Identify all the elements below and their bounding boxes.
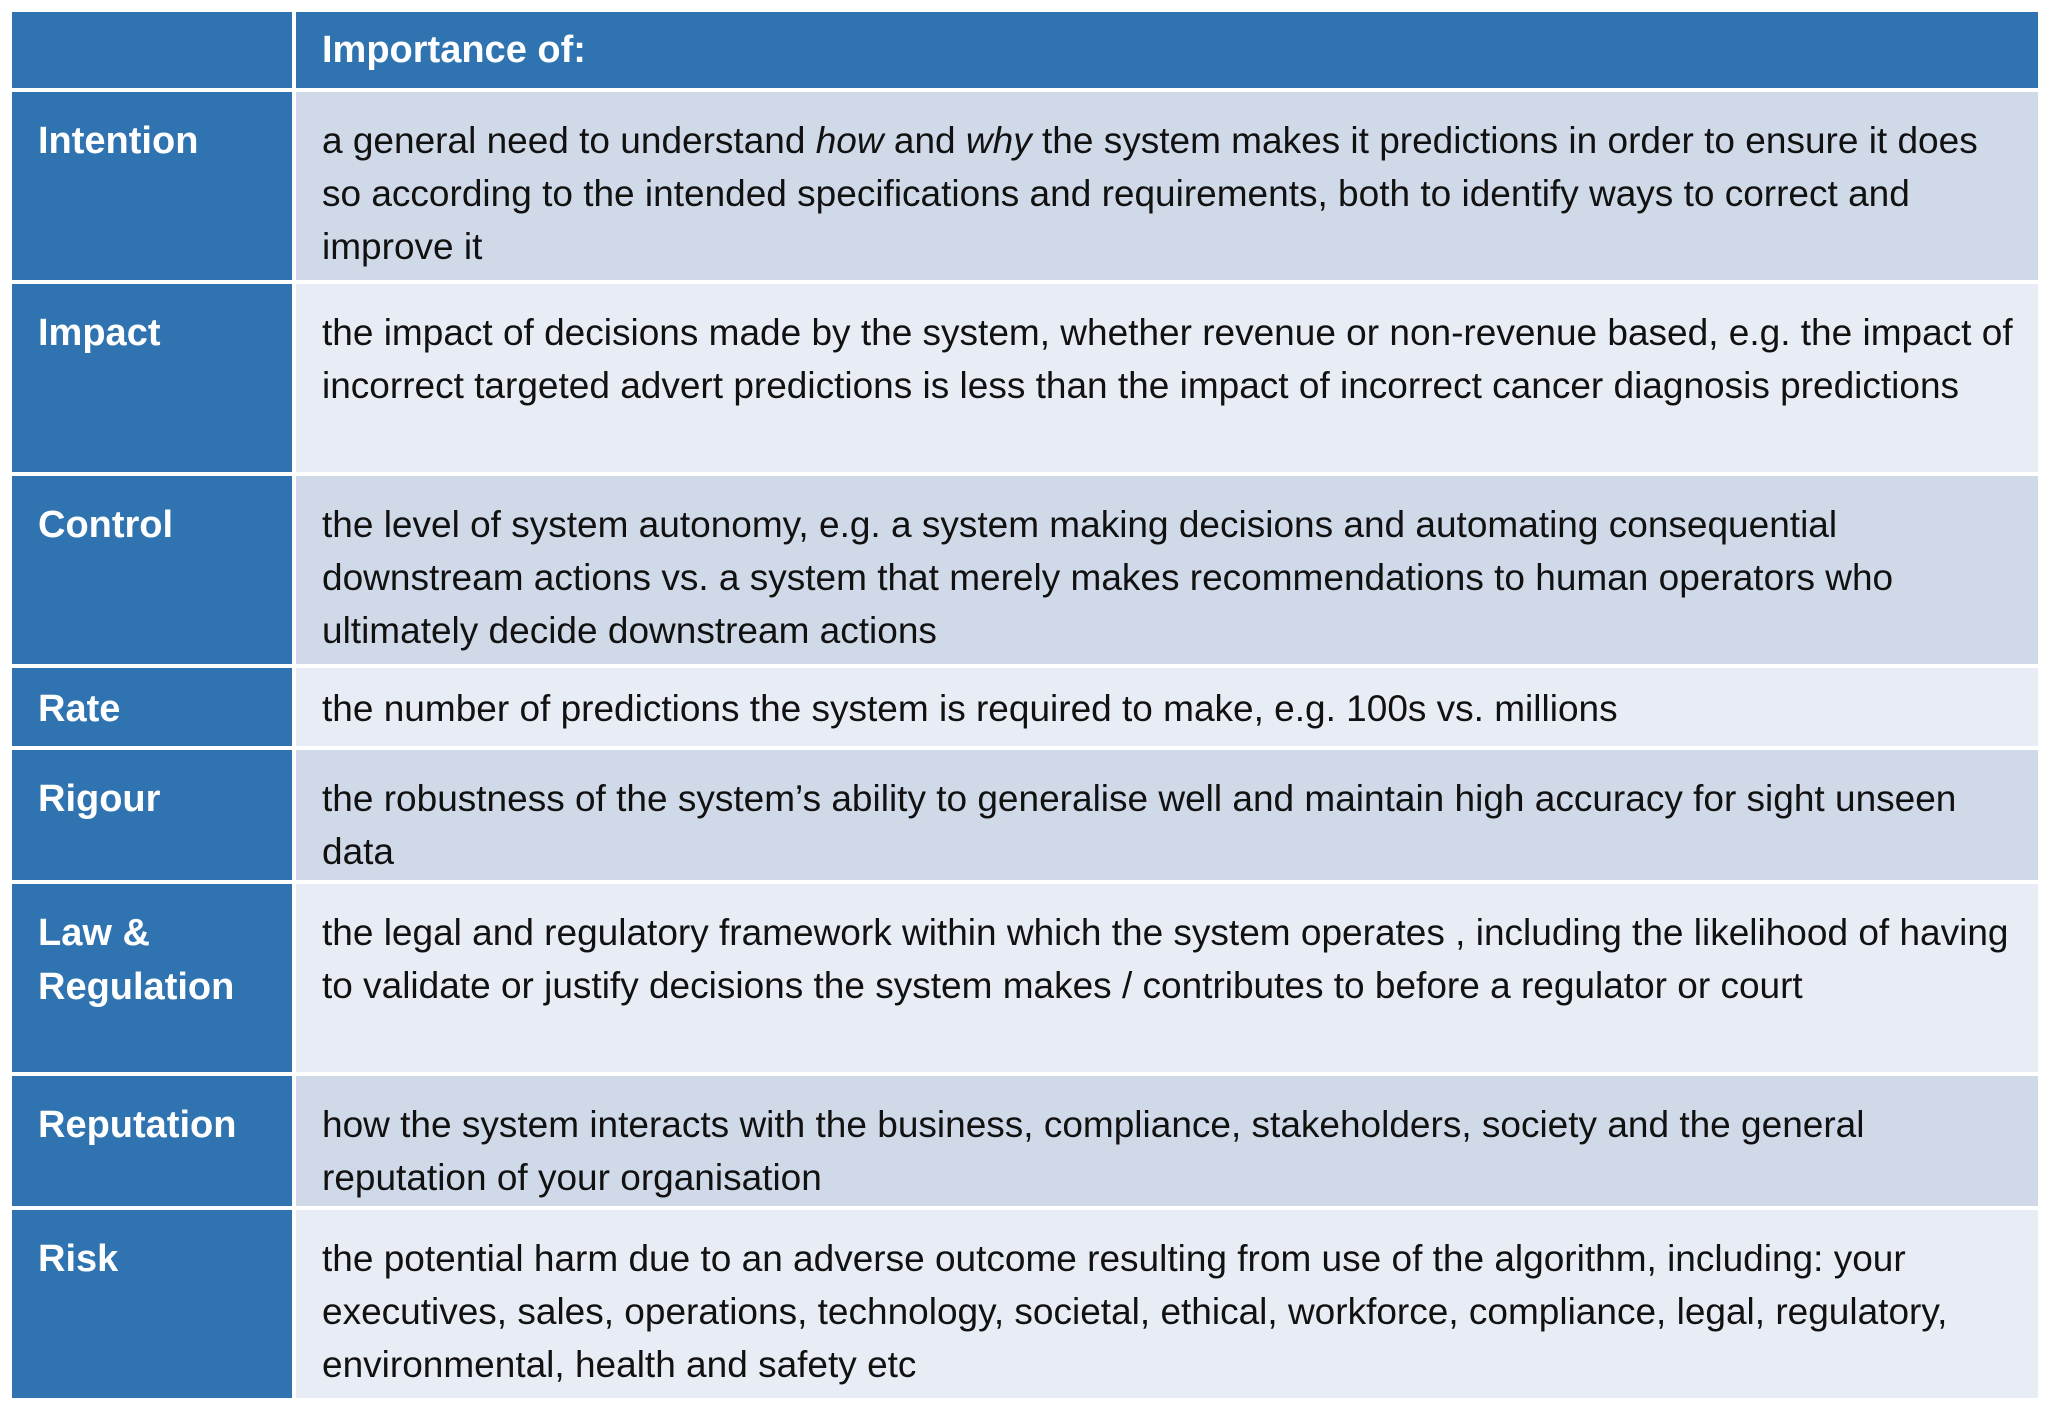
row-desc-impact: the impact of decisions made by the system, whether revenue or non-revenue based, e.g. the impact of incorrect targeted advert predictions is less than the impact of incorrect cancer diagnosis predictions: [296, 284, 2038, 472]
table-row: [12, 92, 2038, 280]
row-desc-law-regulation: the legal and regulatory framework within which the system operates , including the likelihood of having to validate or justify decisions the system makes / contributes to before a regulator or court: [296, 884, 2038, 1072]
table-row: [12, 750, 2038, 880]
row-label-impact: Impact: [12, 284, 292, 472]
row-label-rate: Rate: [12, 668, 292, 746]
table-row: [12, 284, 2038, 472]
row-label-rigour: Rigour: [12, 750, 292, 880]
desc-emphasis-how: how: [815, 120, 884, 161]
row-desc-control: the level of system autonomy, e.g. a system making decisions and automating consequential downstream actions vs. a system that merely makes recommendations to human operators who ultimately decide downstream actions: [296, 476, 2038, 664]
importance-table-container: [8, 8, 2042, 1396]
desc-text: the system makes it predictions in order to ensure it does so according to the intended specifications and requirements, both to identify ways to correct and improve it: [322, 120, 1978, 267]
row-desc-risk: the potential harm due to an adverse outcome resulting from use of the algorithm, including: your executives, sales, operations, technology, societal, ethical, workforce, compliance, legal, regulatory, environmental, health and safety etc: [296, 1210, 2038, 1398]
importance-table: [8, 8, 2042, 1402]
row-label-reputation: Reputation: [12, 1076, 292, 1206]
header-title: Importance of:: [296, 12, 2038, 88]
row-label-control: Control: [12, 476, 292, 664]
table-row: [12, 476, 2038, 664]
row-desc-intention: [296, 92, 2038, 280]
desc-emphasis-why: why: [965, 120, 1032, 161]
row-label-risk: Risk: [12, 1210, 292, 1398]
desc-text: and: [883, 120, 966, 161]
table-row: [12, 668, 2038, 746]
row-desc-rate: the number of predictions the system is required to make, e.g. 100s vs. millions: [296, 668, 2038, 746]
row-desc-rigour: the robustness of the system’s ability to generalise well and maintain high accuracy for sight unseen data: [296, 750, 2038, 880]
row-desc-reputation: how the system interacts with the business, compliance, stakeholders, society and the general reputation of your organisation: [296, 1076, 2038, 1206]
table-header-row: [12, 12, 2038, 88]
table-row: [12, 1210, 2038, 1398]
table-row: [12, 884, 2038, 1072]
header-corner-cell: [12, 12, 292, 88]
desc-text: a general need to understand: [322, 120, 816, 161]
row-label-law-regulation: Law & Regulation: [12, 884, 292, 1072]
row-label-intention: Intention: [12, 92, 292, 280]
table-row: [12, 1076, 2038, 1206]
